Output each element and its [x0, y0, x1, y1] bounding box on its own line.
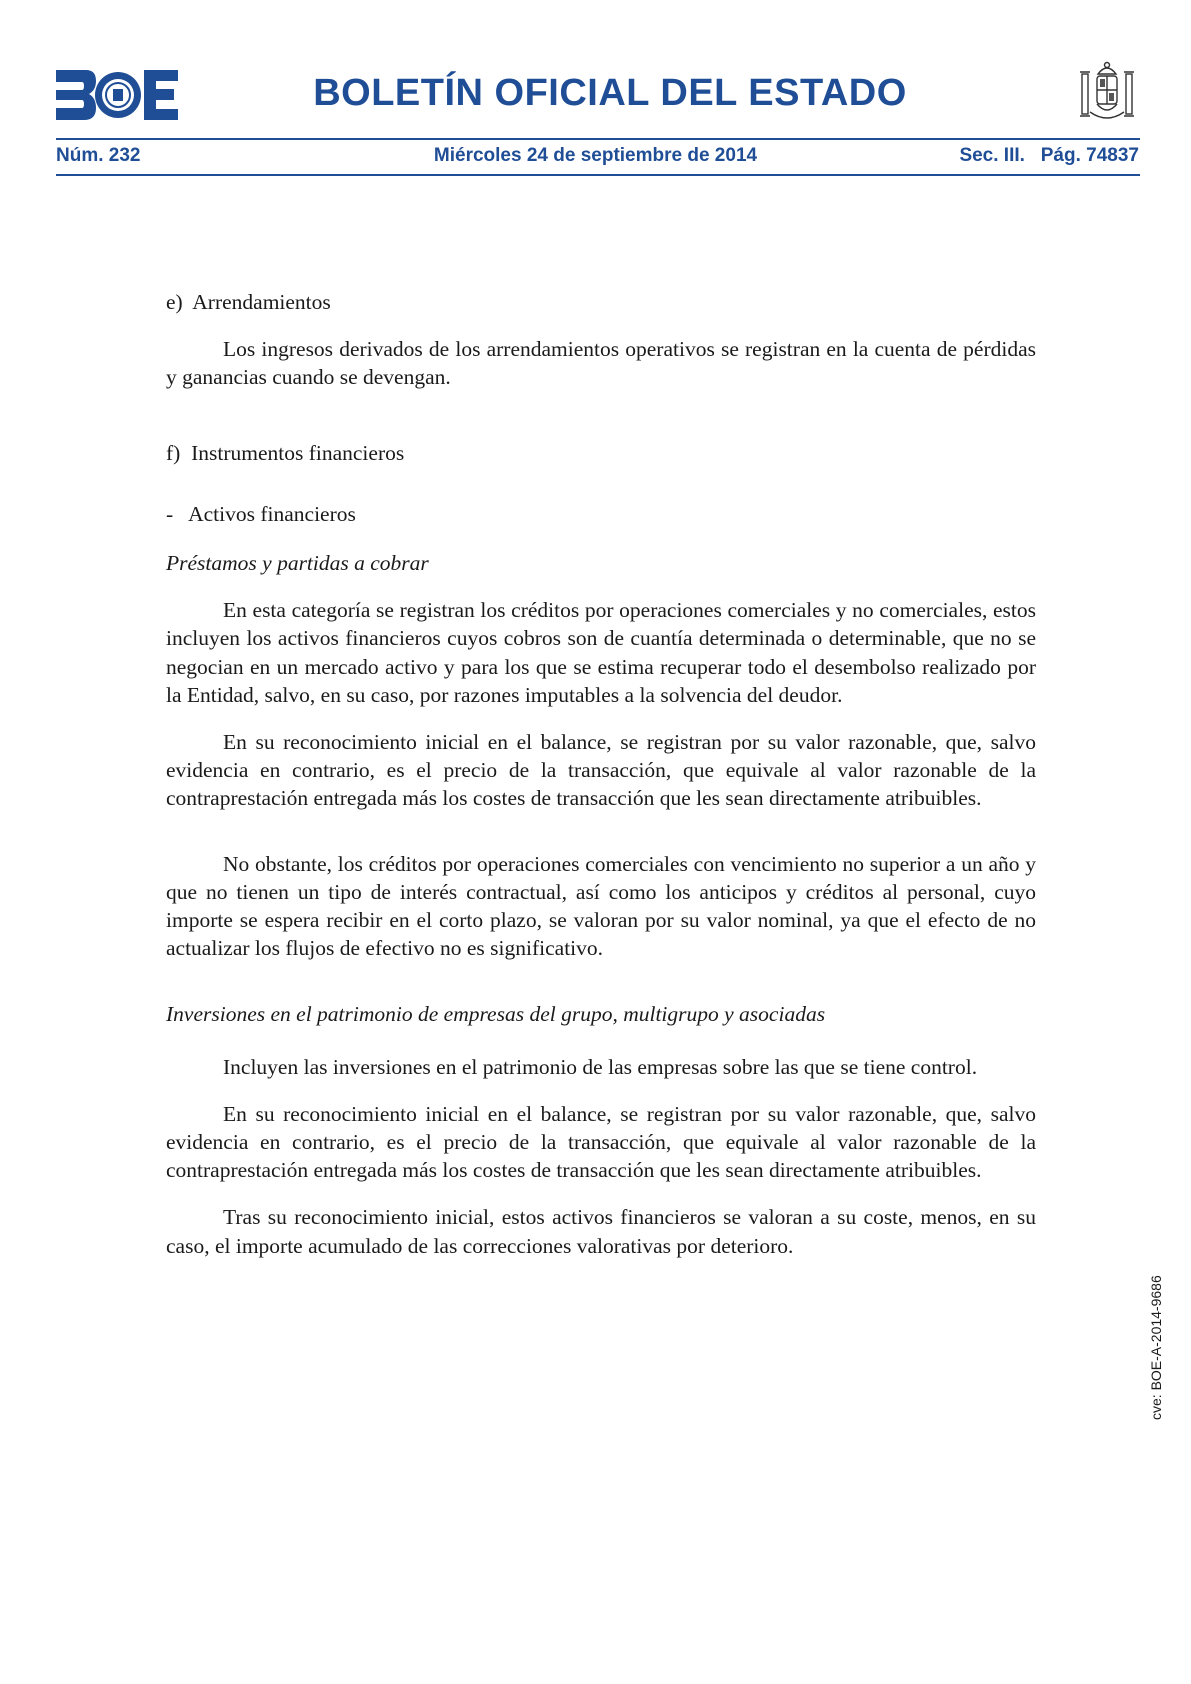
subheading-inversiones: Inversiones en el patrimonio de empresas del grupo, multigrupo y asociadas — [166, 1002, 826, 1027]
coat-of-arms-icon — [1076, 60, 1138, 126]
issue-date: Miércoles 24 de septiembre de 2014 — [433, 145, 758, 166]
cve-identifier: cve: BOE-A-2014-9686 — [1148, 1275, 1164, 1420]
paragraph: En su reconocimiento inicial en el balance, se registran por su valor razonable, que, salvo evidencia en contrario, es el precio de la transacción, que equivale al valor razonable de la contraprestación entregada más los costes de transacción que les sean directamente atribuibles. — [166, 1101, 1036, 1183]
header-top-rule — [56, 138, 1140, 140]
paragraph: No obstante, los créditos por operaciones comerciales con vencimiento no superior a un año y que no tienen un tipo de interés contractual, así como los anticipos y créditos al personal, cuyo importe se espera recibir en el corto plazo, se valoran por su valor nominal, ya que el efecto de no actualizar los flujos de efectivo no es significativo. — [166, 851, 1036, 961]
boe-logo — [56, 70, 178, 120]
gazette-title: BOLETÍN OFICIAL DEL ESTADO — [313, 72, 907, 114]
section-page: Sec. III. Pág. 74837 — [959, 145, 1139, 166]
heading-activos-financieros: - Activos financieros — [166, 501, 356, 526]
subheading-prestamos: Préstamos y partidas a cobrar — [166, 551, 429, 576]
paragraph: En su reconocimiento inicial en el balance, se registran por su valor razonable, que, salvo evidencia en contrario, es el precio de la transacción, que equivale al valor razonable de la contraprestación entregada más los costes de transacción que les sean directamente atribuibles. — [166, 730, 1036, 811]
heading-instrumentos-financieros: f) Instrumentos financieros — [166, 440, 405, 465]
paragraph: Tras su reconocimiento inicial, estos activos financieros se valoran a su coste, menos, en su caso, el importe acumulado de las correcciones valorativas por deterioro. — [166, 1205, 1036, 1258]
issue-number: Núm. 232 — [56, 145, 141, 166]
document-body — [166, 288, 1036, 1260]
heading-arrendamientos: e) Arrendamientos — [166, 290, 331, 314]
paragraph: En esta categoría se registran los créditos por operaciones comerciales y no comerciales, estos incluyen los activos financieros cuyos cobros son de cuantía determinada o determinable, que no se negocian en un mercado activo y para los que se estima recuperar todo el desembolso realizado por la Entidad, salvo, en su caso, por razones imputables a la solvencia del deudor. — [166, 598, 1036, 707]
paragraph: Incluyen las inversiones en el patrimonio de las empresas sobre las que se tiene control. — [223, 1054, 978, 1079]
header-bottom-rule — [56, 174, 1140, 176]
paragraph: Los ingresos derivados de los arrendamientos operativos se registran en la cuenta de pérdidas y ganancias cuando se devengan. — [166, 337, 1036, 390]
